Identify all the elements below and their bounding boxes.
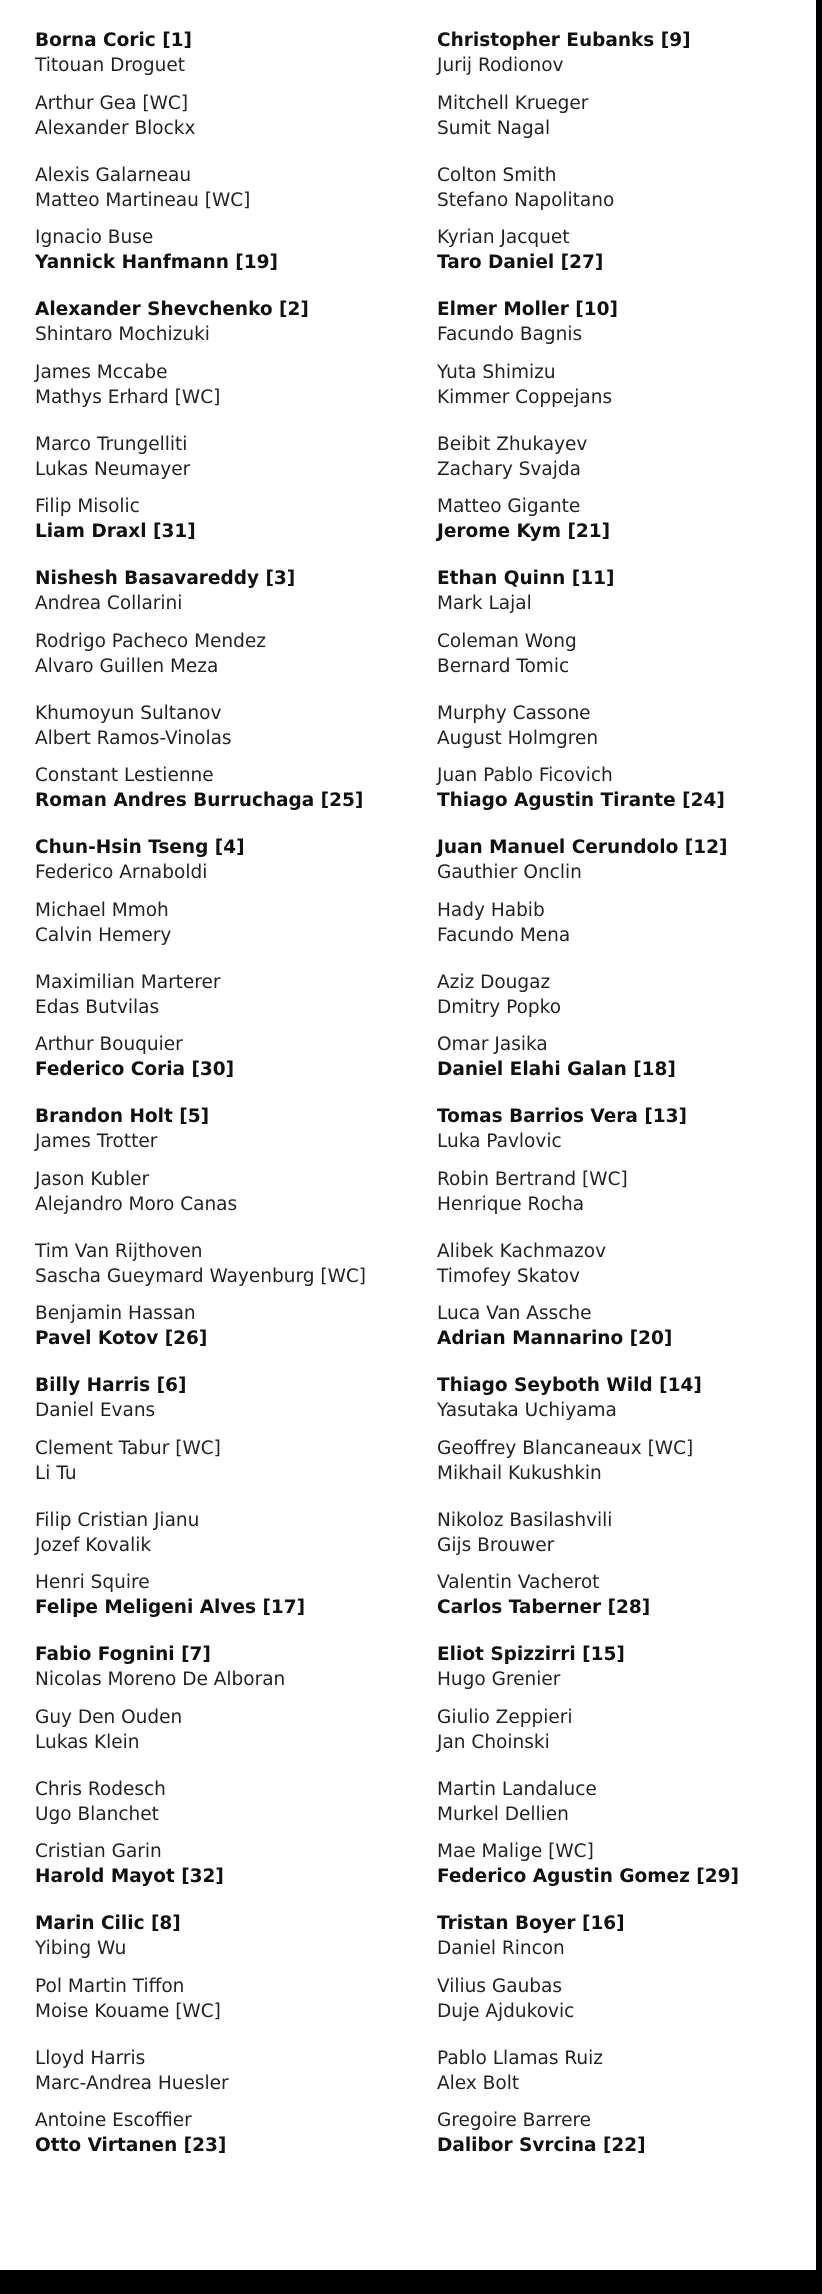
draw-match xyxy=(35,1167,237,1217)
seeded-player-name: Yannick Hanfmann [19] xyxy=(35,252,278,273)
draw-match xyxy=(35,835,245,885)
player-name: August Holmgren xyxy=(437,728,599,749)
draw-match xyxy=(35,701,232,751)
player-name: Guy Den Ouden xyxy=(35,1707,183,1728)
player-name: Mitchell Krueger xyxy=(437,93,589,114)
draw-match xyxy=(35,360,220,410)
player-name: Hugo Grenier xyxy=(437,1669,561,1690)
player-name: Bernard Tomic xyxy=(437,656,570,677)
player-name: Timofey Skatov xyxy=(437,1266,580,1287)
player-name: Henri Squire xyxy=(35,1572,150,1593)
draw-match xyxy=(35,1839,224,1889)
draw-match xyxy=(35,763,363,813)
player-name: Facundo Bagnis xyxy=(437,324,583,345)
draw-match xyxy=(437,1167,628,1217)
player-name: Cristian Garin xyxy=(35,1841,162,1862)
draw-match xyxy=(35,1436,221,1486)
player-name: Valentin Vacherot xyxy=(437,1572,600,1593)
draw-match xyxy=(437,1911,625,1961)
player-name: Mikhail Kukushkin xyxy=(437,1463,602,1484)
draw-match xyxy=(437,701,598,751)
draw-match xyxy=(437,1839,739,1889)
draw-match xyxy=(35,28,192,78)
draw-match xyxy=(437,432,587,482)
draw-match xyxy=(35,629,266,679)
draw-match xyxy=(35,1570,305,1620)
draw-match xyxy=(35,1777,166,1827)
player-name: Titouan Droguet xyxy=(35,55,185,76)
draw-match xyxy=(437,225,603,275)
draw-match xyxy=(437,163,614,213)
seeded-player-name: Billy Harris [6] xyxy=(35,1375,187,1396)
player-name: Henrique Rocha xyxy=(437,1194,585,1215)
player-name: Edas Butvilas xyxy=(35,997,160,1018)
player-name: Clement Tabur [WC] xyxy=(35,1438,221,1459)
draw-match xyxy=(437,1436,693,1486)
seeded-player-name: Roman Andres Burruchaga [25] xyxy=(35,790,364,811)
draw-match xyxy=(35,494,196,544)
draw-match xyxy=(437,1642,625,1692)
player-name: Jason Kubler xyxy=(35,1169,150,1190)
draw-match xyxy=(437,2046,603,2096)
player-name: Maximilian Marterer xyxy=(35,972,221,993)
player-name: Facundo Mena xyxy=(437,925,571,946)
player-name: Alexander Blockx xyxy=(35,118,196,139)
seeded-player-name: Daniel Elahi Galan [18] xyxy=(437,1059,676,1080)
player-name: Nikoloz Basilashvili xyxy=(437,1510,613,1531)
player-name: Filip Misolic xyxy=(35,496,140,517)
player-name: Daniel Evans xyxy=(35,1400,156,1421)
seeded-player-name: Brandon Holt [5] xyxy=(35,1106,210,1127)
player-name: Gijs Brouwer xyxy=(437,1535,555,1556)
seeded-player-name: Borna Coric [1] xyxy=(35,30,192,51)
draw-match xyxy=(35,1642,285,1692)
player-name: Matteo Gigante xyxy=(437,496,581,517)
draw-match xyxy=(437,566,614,616)
player-name: Tim Van Rijthoven xyxy=(35,1241,203,1262)
seeded-player-name: Adrian Mannarino [20] xyxy=(437,1328,673,1349)
draw-match xyxy=(437,898,570,948)
player-name: Mae Malige [WC] xyxy=(437,1841,594,1862)
seeded-player-name: Fabio Fognini [7] xyxy=(35,1644,211,1665)
draw-match xyxy=(437,28,691,78)
draw-match xyxy=(437,494,610,544)
player-name: Stefano Napolitano xyxy=(437,190,615,211)
player-name: Arthur Bouquier xyxy=(35,1034,183,1055)
seeded-player-name: Nishesh Basavareddy [3] xyxy=(35,568,296,589)
draw-match xyxy=(35,970,221,1020)
player-name: Juan Pablo Ficovich xyxy=(437,765,613,786)
player-name: Jan Choinski xyxy=(437,1732,550,1753)
player-name: Omar Jasika xyxy=(437,1034,548,1055)
draw-match xyxy=(35,91,195,141)
page-right-border xyxy=(816,0,822,2294)
player-name: James Trotter xyxy=(35,1131,158,1152)
draw-match xyxy=(437,91,588,141)
seeded-player-name: Taro Daniel [27] xyxy=(437,252,604,273)
draw-match xyxy=(437,1508,612,1558)
player-name: Matteo Martineau [WC] xyxy=(35,190,251,211)
seeded-player-name: Ethan Quinn [11] xyxy=(437,568,615,589)
player-name: Gauthier Onclin xyxy=(437,862,582,883)
player-name: Alejandro Moro Canas xyxy=(35,1194,238,1215)
seeded-player-name: Juan Manuel Cerundolo [12] xyxy=(437,837,728,858)
draw-match xyxy=(437,970,561,1020)
draw-match xyxy=(437,1705,573,1755)
player-name: Robin Bertrand [WC] xyxy=(437,1169,628,1190)
player-name: Gregoire Barrere xyxy=(437,2110,592,2131)
player-name: Calvin Hemery xyxy=(35,925,172,946)
draw-match xyxy=(437,1301,672,1351)
player-name: Benjamin Hassan xyxy=(35,1303,196,1324)
player-name: Alibek Kachmazov xyxy=(437,1241,607,1262)
player-name: Lukas Neumayer xyxy=(35,459,191,480)
player-name: Mark Lajal xyxy=(437,593,532,614)
draw-match xyxy=(35,1301,207,1351)
seeded-player-name: Marin Cilic [8] xyxy=(35,1913,181,1934)
player-name: Jozef Kovalik xyxy=(35,1535,152,1556)
draw-match xyxy=(437,297,618,347)
draw-match xyxy=(35,432,190,482)
player-name: Michael Mmoh xyxy=(35,900,169,921)
player-name: Nicolas Moreno De Alboran xyxy=(35,1669,286,1690)
draw-match xyxy=(437,763,725,813)
player-name: Pablo Llamas Ruiz xyxy=(437,2048,604,2069)
player-name: Lukas Klein xyxy=(35,1732,140,1753)
draw-match xyxy=(35,225,278,275)
player-name: Ugo Blanchet xyxy=(35,1804,159,1825)
player-name: Federico Arnaboldi xyxy=(35,862,208,883)
draw-match xyxy=(437,835,727,885)
seeded-player-name: Pavel Kotov [26] xyxy=(35,1328,208,1349)
player-name: Sumit Nagal xyxy=(437,118,551,139)
draw-match xyxy=(35,898,171,948)
page-bottom-bar xyxy=(0,2270,822,2294)
draw-match xyxy=(437,1104,687,1154)
seeded-player-name: Thiago Agustin Tirante [24] xyxy=(437,790,725,811)
draw-match xyxy=(35,1373,186,1423)
seeded-player-name: Felipe Meligeni Alves [17] xyxy=(35,1597,306,1618)
player-name: James Mccabe xyxy=(35,362,168,383)
seeded-player-name: Otto Virtanen [23] xyxy=(35,2135,227,2156)
player-name: Li Tu xyxy=(35,1463,77,1484)
draw-match xyxy=(35,1705,182,1755)
draw-match xyxy=(437,1974,574,2024)
player-name: Marco Trungelliti xyxy=(35,434,188,455)
player-name: Alvaro Guillen Meza xyxy=(35,656,219,677)
draw-match xyxy=(35,1032,234,1082)
player-name: Ignacio Buse xyxy=(35,227,154,248)
player-name: Khumoyun Sultanov xyxy=(35,703,222,724)
player-name: Kimmer Coppejans xyxy=(437,387,613,408)
player-name: Marc-Andrea Huesler xyxy=(35,2073,229,2094)
player-name: Yasutaka Uchiyama xyxy=(437,1400,617,1421)
player-name: Coleman Wong xyxy=(437,631,577,652)
draw-match xyxy=(437,360,612,410)
draw-match xyxy=(437,1570,650,1620)
player-name: Geoffrey Blancaneaux [WC] xyxy=(437,1438,694,1459)
draw-match xyxy=(35,1911,181,1961)
player-name: Shintaro Mochizuki xyxy=(35,324,210,345)
player-name: Aziz Dougaz xyxy=(437,972,551,993)
draw-match xyxy=(35,1508,199,1558)
player-name: Filip Cristian Jianu xyxy=(35,1510,200,1531)
player-name: Martin Landaluce xyxy=(437,1779,597,1800)
player-name: Daniel Rincon xyxy=(437,1938,565,1959)
draw-match xyxy=(437,1032,676,1082)
seeded-player-name: Elmer Moller [10] xyxy=(437,299,618,320)
draw-match xyxy=(35,2108,226,2158)
player-name: Zachary Svajda xyxy=(437,459,581,480)
draw-match xyxy=(35,297,309,347)
seeded-player-name: Harold Mayot [32] xyxy=(35,1866,224,1887)
seeded-player-name: Tristan Boyer [16] xyxy=(437,1913,625,1934)
player-name: Vilius Gaubas xyxy=(437,1976,563,1997)
player-name: Alex Bolt xyxy=(437,2073,520,2094)
draw-match xyxy=(437,629,577,679)
player-name: Yuta Shimizu xyxy=(437,362,556,383)
seeded-player-name: Federico Agustin Gomez [29] xyxy=(437,1866,739,1887)
player-name: Duje Ajdukovic xyxy=(437,2001,575,2022)
player-name: Sascha Gueymard Wayenburg [WC] xyxy=(35,1266,367,1287)
draw-match xyxy=(35,566,295,616)
player-name: Chris Rodesch xyxy=(35,1779,166,1800)
player-name: Constant Lestienne xyxy=(35,765,214,786)
player-name: Antoine Escoffier xyxy=(35,2110,192,2131)
seeded-player-name: Tomas Barrios Vera [13] xyxy=(437,1106,687,1127)
player-name: Colton Smith xyxy=(437,165,557,186)
player-name: Dmitry Popko xyxy=(437,997,562,1018)
player-name: Murphy Cassone xyxy=(437,703,591,724)
seeded-player-name: Jerome Kym [21] xyxy=(437,521,611,542)
player-name: Luka Pavlovic xyxy=(437,1131,562,1152)
player-name: Hady Habib xyxy=(437,900,545,921)
draw-match xyxy=(35,1974,221,2024)
seeded-player-name: Alexander Shevchenko [2] xyxy=(35,299,309,320)
seeded-player-name: Eliot Spizzirri [15] xyxy=(437,1644,625,1665)
player-name: Kyrian Jacquet xyxy=(437,227,570,248)
seeded-player-name: Chun-Hsin Tseng [4] xyxy=(35,837,245,858)
seeded-player-name: Carlos Taberner [28] xyxy=(437,1597,651,1618)
player-name: Lloyd Harris xyxy=(35,2048,146,2069)
seeded-player-name: Liam Draxl [31] xyxy=(35,521,196,542)
seeded-player-name: Thiago Seyboth Wild [14] xyxy=(437,1375,702,1396)
player-name: Yibing Wu xyxy=(35,1938,127,1959)
seeded-player-name: Christopher Eubanks [9] xyxy=(437,30,691,51)
draw-match xyxy=(35,1239,366,1289)
player-name: Alexis Galarneau xyxy=(35,165,192,186)
player-name: Jurij Rodionov xyxy=(437,55,564,76)
player-name: Murkel Dellien xyxy=(437,1804,569,1825)
draw-match xyxy=(437,1373,702,1423)
player-name: Giulio Zeppieri xyxy=(437,1707,573,1728)
seeded-player-name: Dalibor Svrcina [22] xyxy=(437,2135,646,2156)
player-name: Arthur Gea [WC] xyxy=(35,93,189,114)
player-name: Rodrigo Pacheco Mendez xyxy=(35,631,266,652)
player-name: Beibit Zhukayev xyxy=(437,434,588,455)
draw-match xyxy=(437,2108,646,2158)
player-name: Andrea Collarini xyxy=(35,593,183,614)
draw-match xyxy=(437,1777,597,1827)
draw-match xyxy=(35,1104,209,1154)
draw-match xyxy=(35,163,250,213)
player-name: Mathys Erhard [WC] xyxy=(35,387,221,408)
player-name: Moise Kouame [WC] xyxy=(35,2001,221,2022)
player-name: Luca Van Assche xyxy=(437,1303,592,1324)
player-name: Albert Ramos-Vinolas xyxy=(35,728,232,749)
seeded-player-name: Federico Coria [30] xyxy=(35,1059,235,1080)
draw-match xyxy=(35,2046,229,2096)
draw-match xyxy=(437,1239,606,1289)
player-name: Pol Martin Tiffon xyxy=(35,1976,185,1997)
